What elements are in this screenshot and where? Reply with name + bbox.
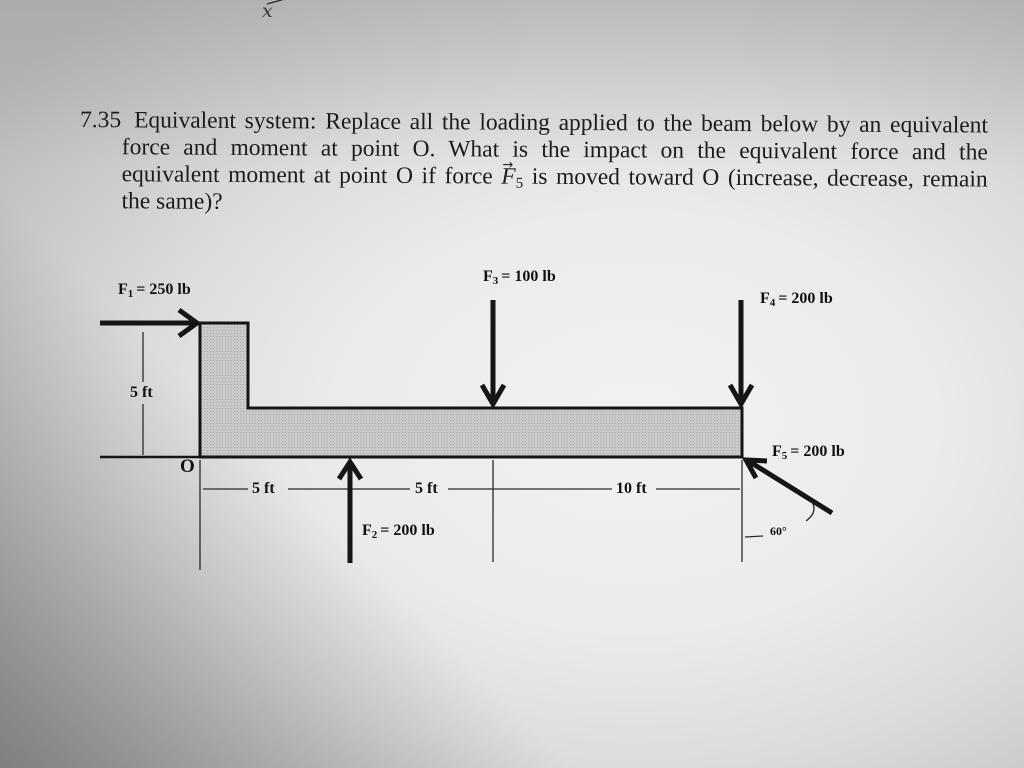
- dimension-label-span-2: 5 ft: [415, 480, 438, 497]
- force-label-f5: $F_5 = 200$ lb: [772, 443, 845, 462]
- origin-label: O: [180, 456, 195, 477]
- dimension-label-span-1: 5 ft: [252, 480, 275, 497]
- dimension-label-height: 5 ft: [130, 384, 153, 401]
- force-vector-subscript: 5: [515, 175, 524, 192]
- force-arrow-f3: [482, 300, 504, 404]
- angle-arc: [806, 502, 814, 521]
- force-label-f1: $F_1 = 250$ lb: [118, 281, 191, 300]
- force-arrow-f5: [746, 460, 832, 513]
- problem-line-4: the same)?: [121, 188, 223, 215]
- page-fragment-stroke: [267, 0, 292, 4]
- force-vector-symbol: F →: [501, 164, 516, 190]
- problem-line-3-start: equivalent moment at point O if force: [121, 161, 502, 190]
- problem-line-2: force and moment at point O. What is the impact on the equivalent force and the: [121, 134, 988, 166]
- dimension-label-span-3: 10 ft: [616, 480, 647, 497]
- problem-line-1-text: Equivalent system: Replace all the loading applied to the beam below by an equivalent: [134, 107, 989, 139]
- angle-tick: [745, 536, 763, 537]
- angle-label: 60°: [770, 524, 787, 538]
- beam-body: [200, 323, 742, 457]
- force-arrow-f2: [339, 462, 361, 563]
- force-label-f4: $F_4 = 200$ lb: [760, 290, 833, 309]
- problem-line-3-end: is moved toward O (increase, decrease, remain: [523, 163, 988, 193]
- force-label-f3: $F_3 = 100$ lb: [483, 268, 556, 287]
- page-fragment-x: x: [262, 0, 273, 22]
- force-label-f2: $F_2 = 200$ lb: [362, 522, 435, 541]
- force-arrow-f1: [100, 310, 197, 336]
- force-arrow-f4: [730, 300, 752, 404]
- problem-number: 7.35: [79, 107, 122, 134]
